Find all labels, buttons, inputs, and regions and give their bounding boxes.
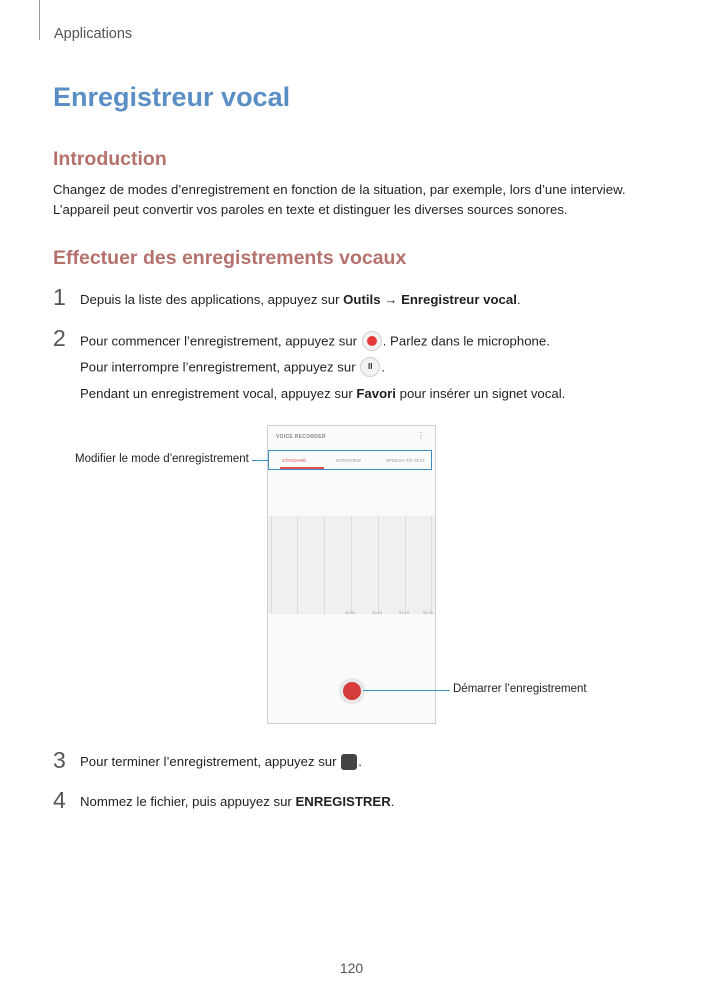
tab-interview[interactable]: INTERVIEW (336, 458, 361, 463)
time-label: 00:05 (345, 610, 356, 615)
intro-heading: Introduction (53, 148, 167, 170)
step-2-line-2: Pour interrompre l’enregistrement, appuyez sur II . (80, 358, 385, 378)
grid-line (378, 516, 379, 614)
grid-line (405, 516, 406, 614)
step-2-number: 2 (53, 325, 66, 351)
step-2-line-1: Pour commencer l’enregistrement, appuyez sur . Parlez dans le microphone. (80, 332, 550, 352)
grid-line (351, 516, 352, 614)
grid-line (431, 516, 432, 614)
section-heading: Effectuer des enregistrements vocaux (53, 247, 407, 269)
pause-icon: II (360, 357, 380, 377)
step-2-line-3: Pendant un enregistrement vocal, appuyez sur Favori pour insérer un signet vocal. (80, 386, 566, 401)
more-vertical-icon[interactable]: ⋮ (417, 431, 425, 440)
page-title: Enregistreur vocal (53, 82, 291, 112)
step-3-text: Pour terminer l’enregistrement, appuyez sur . (80, 754, 362, 769)
grid-line (271, 516, 272, 614)
step-4-number: 4 (53, 787, 66, 813)
time-label: 00:10 (372, 610, 383, 615)
intro-line-2: L’appareil peut convertir vos paroles en texte et distinguer les diverses sources sonores. (53, 202, 568, 217)
header-rule (39, 0, 40, 40)
grid-line (324, 516, 325, 614)
tab-speech-to-text[interactable]: SPEECH-TO-TEXT (386, 458, 426, 463)
step-4-text: Nommez le fichier, puis appuyez sur ENREGISTRER. (80, 794, 395, 809)
page-number: 120 (339, 960, 364, 976)
waveform-area (268, 516, 435, 614)
record-icon (362, 331, 382, 351)
record-button[interactable] (343, 682, 361, 700)
stop-icon (341, 754, 357, 770)
callout-start-line (363, 690, 450, 691)
intro-line-1: Changez de modes d’enregistrement en fonction de la situation, par exemple, lors d’une interview. (53, 182, 626, 197)
step-1-number: 1 (53, 284, 66, 310)
step-1-text: Depuis la liste des applications, appuyez sur Outils → Enregistreur vocal. (80, 292, 521, 307)
callout-mode-label: Modifier le mode d’enregistrement (75, 453, 249, 465)
callout-mode-line (252, 460, 268, 461)
section-label: Applications (54, 26, 133, 42)
mode-tabs-highlight (268, 450, 432, 470)
tab-standard[interactable]: STANDARD (282, 458, 307, 463)
time-label: 00:20 (423, 610, 434, 615)
app-title: VOICE RECORDER (276, 434, 326, 440)
callout-start-label: Démarrer l’enregistrement (453, 683, 587, 695)
step-3-number: 3 (53, 747, 66, 773)
grid-line (297, 516, 298, 614)
time-label: 00:15 (399, 610, 410, 615)
app-bar (268, 426, 435, 450)
